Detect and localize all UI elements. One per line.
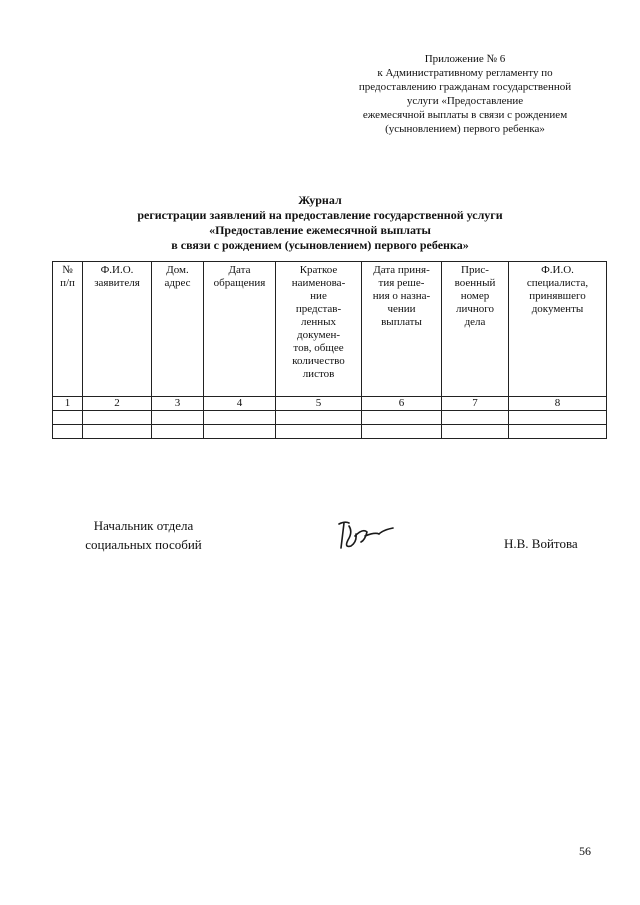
table-cell: [509, 411, 607, 425]
column-number-row: [53, 397, 607, 411]
column-header-line: тия реше-: [378, 277, 425, 289]
column-number-cell: 6: [362, 397, 442, 411]
table-cell: [83, 411, 152, 425]
journal-title-line: в связи с рождением (усыновлением) первого ребенка»: [171, 238, 469, 252]
signatory-name: Н.В. Войтова: [504, 536, 578, 551]
column-header-line: выплаты: [381, 316, 422, 328]
column-header-line: принявшего: [529, 290, 586, 302]
column-number-cell: 5: [276, 397, 362, 411]
signatory-position-line: Начальник отдела: [93, 518, 194, 533]
table-cell: [442, 411, 509, 425]
column-number-cell: 7: [442, 397, 509, 411]
column-header-line: п/п: [60, 277, 75, 289]
column-header-line: наименова-: [291, 277, 346, 289]
column-header-line: номер: [460, 290, 490, 302]
column-header: [442, 262, 509, 397]
column-number-cell: 8: [509, 397, 607, 411]
column-header-line: докумен-: [296, 329, 341, 341]
column-header-line: Ф.И.О.: [541, 264, 574, 276]
journal-title: [100, 193, 540, 253]
column-number-cell: 2: [83, 397, 152, 411]
appendix-header: [340, 52, 590, 136]
column-header: [53, 262, 83, 397]
column-header-line: тов, общее: [293, 342, 344, 354]
column-header-line: военный: [454, 277, 496, 289]
table-cell: [83, 425, 152, 439]
appendix-line: (усыновлением) первого ребенка»: [385, 123, 545, 135]
appendix-line: услуги «Предоставление: [406, 95, 524, 107]
table-header-row: [53, 262, 607, 397]
journal-table: [52, 261, 607, 439]
column-header-line: личного: [455, 303, 495, 315]
column-number-cell: 4: [204, 397, 276, 411]
handwritten-signature-icon: [335, 518, 397, 554]
column-header: [83, 262, 152, 397]
table-cell: [204, 425, 276, 439]
journal-title-line: «Предоставление ежемесячной выплаты: [209, 223, 431, 237]
appendix-line: ежемесячной выплаты в связи с рождением: [362, 109, 568, 121]
journal-title-line: Журнал: [298, 193, 342, 207]
column-header-line: №: [62, 264, 73, 276]
column-header-line: Краткое: [299, 264, 338, 276]
table-cell: [362, 425, 442, 439]
table-cell: [442, 425, 509, 439]
journal-title-line: регистрации заявлений на предоставление государственной услуги: [137, 208, 503, 222]
column-header-line: ленных: [300, 316, 337, 328]
column-header-line: представ-: [295, 303, 342, 315]
table-row: [53, 425, 607, 439]
column-header-line: Дата: [228, 264, 251, 276]
column-number-cell: 3: [152, 397, 204, 411]
column-header: [152, 262, 204, 397]
column-header-line: адрес: [164, 277, 191, 289]
column-header-line: специалиста,: [526, 277, 589, 289]
column-header-line: чении: [387, 303, 416, 315]
table-cell: [204, 411, 276, 425]
column-number-cell: 1: [53, 397, 83, 411]
column-header-line: Дом.: [166, 264, 189, 276]
column-header-line: дела: [464, 316, 486, 328]
table-cell: [53, 425, 83, 439]
column-header-line: Ф.И.О.: [100, 264, 134, 276]
column-header-line: листов: [302, 368, 335, 380]
column-header-line: обращения: [213, 277, 266, 289]
column-header-line: количество: [292, 355, 345, 367]
appendix-line: к Административному регламенту по: [377, 67, 553, 79]
column-header-line: документы: [531, 303, 584, 315]
signatory-position-line: социальных пособий: [85, 537, 202, 552]
appendix-line: Приложение № 6: [424, 53, 506, 65]
column-header: [276, 262, 362, 397]
signatory-position: [66, 516, 221, 554]
column-header-line: ние: [310, 290, 327, 302]
column-header: [362, 262, 442, 397]
table-cell: [53, 411, 83, 425]
appendix-line: предоставлению гражданам государственной: [358, 81, 572, 93]
table-cell: [509, 425, 607, 439]
table-cell: [276, 411, 362, 425]
column-header: [509, 262, 607, 397]
table-cell: [152, 425, 204, 439]
page-number: 56: [579, 844, 591, 858]
column-header: [204, 262, 276, 397]
column-header-line: ния о назна-: [372, 290, 431, 302]
column-header-line: Прис-: [461, 264, 489, 276]
column-header-line: заявителя: [94, 277, 140, 289]
column-header-line: Дата приня-: [373, 264, 430, 276]
table-row: [53, 411, 607, 425]
table-cell: [276, 425, 362, 439]
table-cell: [362, 411, 442, 425]
table-cell: [152, 411, 204, 425]
